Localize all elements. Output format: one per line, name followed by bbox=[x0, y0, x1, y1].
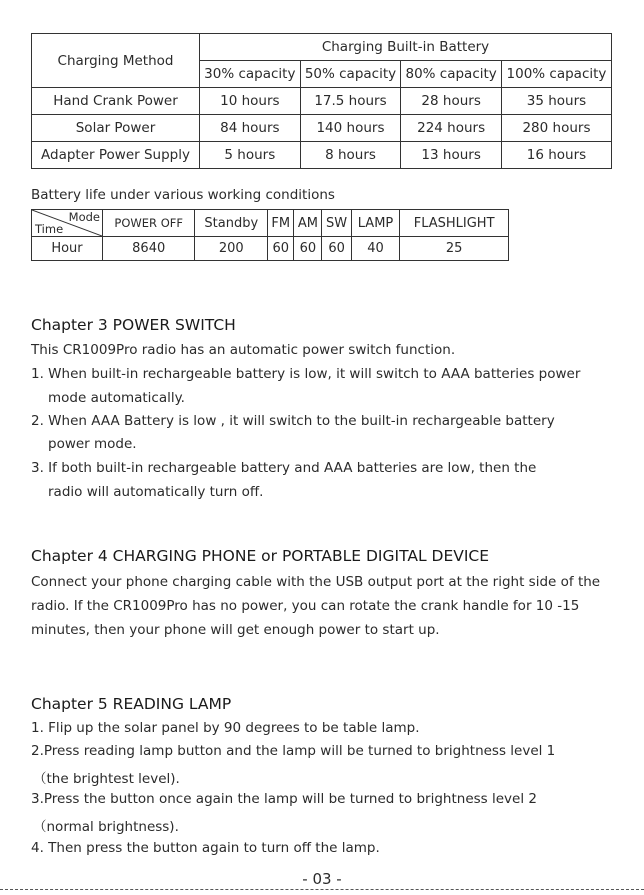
method-cell: Hand Crank Power bbox=[32, 88, 200, 115]
hour-row-label: Hour bbox=[32, 237, 103, 261]
chapter-5-line: 3.Press the button once again the lamp will be turned to brightness level 2 bbox=[31, 791, 537, 807]
battery-life-table bbox=[31, 209, 509, 261]
method-cell: Solar Power bbox=[32, 115, 200, 142]
hours-cell: 35 hours bbox=[501, 88, 611, 115]
chapter-5-line: （the brightest level). bbox=[33, 771, 180, 787]
charging-builtin-battery-header: Charging Built-in Battery bbox=[200, 34, 612, 61]
charging-method-header: Charging Method bbox=[32, 34, 200, 88]
table-row bbox=[32, 88, 612, 115]
hours-cell: 8640 bbox=[103, 237, 195, 261]
hours-cell: 17.5 hours bbox=[300, 88, 401, 115]
chapter-3-line: This CR1009Pro radio has an automatic power switch function. bbox=[31, 342, 456, 358]
hours-cell: 25 bbox=[400, 237, 509, 261]
hours-cell: 13 hours bbox=[401, 142, 502, 169]
table-row bbox=[32, 237, 509, 261]
chapter-3-line: 3. If both built-in rechargeable battery and AAA batteries are low, then the bbox=[31, 460, 537, 476]
method-cell: Adapter Power Supply bbox=[32, 142, 200, 169]
hours-cell: 40 bbox=[351, 237, 399, 261]
capacity-header: 100% capacity bbox=[501, 61, 611, 88]
chapter-5-line: 2.Press reading lamp button and the lamp will be turned to brightness level 1 bbox=[31, 743, 556, 759]
chapter-5-line: 1. Flip up the solar panel by 90 degrees to be table lamp. bbox=[31, 720, 420, 736]
hours-cell: 10 hours bbox=[200, 88, 301, 115]
charging-time-table bbox=[31, 33, 612, 169]
mode-header: SW bbox=[322, 210, 351, 237]
hours-cell: 200 bbox=[195, 237, 268, 261]
battery-life-caption: Battery life under various working conditions bbox=[31, 187, 335, 203]
capacity-header: 50% capacity bbox=[300, 61, 401, 88]
hours-cell: 224 hours bbox=[401, 115, 502, 142]
mode-header: LAMP bbox=[351, 210, 399, 237]
chapter-3-line: 2. When AAA Battery is low , it will switch to the built-in rechargeable battery bbox=[31, 413, 555, 429]
hours-cell: 140 hours bbox=[300, 115, 401, 142]
chapter-3-line: 1. When built-in rechargeable battery is low, it will switch to AAA batteries power bbox=[31, 366, 581, 382]
hours-cell: 60 bbox=[268, 237, 294, 261]
table-row bbox=[32, 142, 612, 169]
table-header-row bbox=[32, 210, 509, 237]
capacity-header: 30% capacity bbox=[200, 61, 301, 88]
table-header-row bbox=[32, 34, 612, 61]
hours-cell: 84 hours bbox=[200, 115, 301, 142]
chapter-3-title: Chapter 3 POWER SWITCH bbox=[31, 316, 236, 334]
footer-dashed-rule bbox=[0, 889, 644, 890]
capacity-header: 80% capacity bbox=[401, 61, 502, 88]
table-row bbox=[32, 115, 612, 142]
corner-mode-label: Mode bbox=[68, 210, 100, 224]
hours-cell: 280 hours bbox=[501, 115, 611, 142]
page-number: - 03 - bbox=[302, 870, 342, 888]
hours-cell: 5 hours bbox=[200, 142, 301, 169]
hours-cell: 60 bbox=[294, 237, 322, 261]
mode-header: POWER OFF bbox=[103, 210, 195, 237]
chapter-4-line: minutes, then your phone will get enough power to start up. bbox=[31, 622, 440, 638]
hours-cell: 16 hours bbox=[501, 142, 611, 169]
mode-header: FLASHLIGHT bbox=[400, 210, 509, 237]
chapter-4-title: Chapter 4 CHARGING PHONE or PORTABLE DIGITAL DEVICE bbox=[31, 547, 490, 565]
chapter-4-line: radio. If the CR1009Pro has no power, you can rotate the crank handle for 10 -15 bbox=[31, 598, 580, 614]
chapter-5-line: 4. Then press the button again to turn off the lamp. bbox=[31, 840, 380, 856]
chapter-3-line: mode automatically. bbox=[48, 390, 185, 406]
chapter-3-line: radio will automatically turn off. bbox=[48, 484, 264, 500]
chapter-5-line: （normal brightness). bbox=[33, 819, 179, 835]
corner-time-label: Time bbox=[35, 222, 64, 236]
chapter-4-line: Connect your phone charging cable with the USB output port at the right side of the bbox=[31, 574, 601, 590]
hours-cell: 8 hours bbox=[300, 142, 401, 169]
hours-cell: 28 hours bbox=[401, 88, 502, 115]
chapter-3-line: power mode. bbox=[48, 436, 137, 452]
mode-header: AM bbox=[294, 210, 322, 237]
chapter-5-title: Chapter 5 READING LAMP bbox=[31, 695, 232, 713]
mode-header: FM bbox=[268, 210, 294, 237]
mode-header: Standby bbox=[195, 210, 268, 237]
mode-time-corner-cell bbox=[32, 210, 103, 237]
hours-cell: 60 bbox=[322, 237, 351, 261]
